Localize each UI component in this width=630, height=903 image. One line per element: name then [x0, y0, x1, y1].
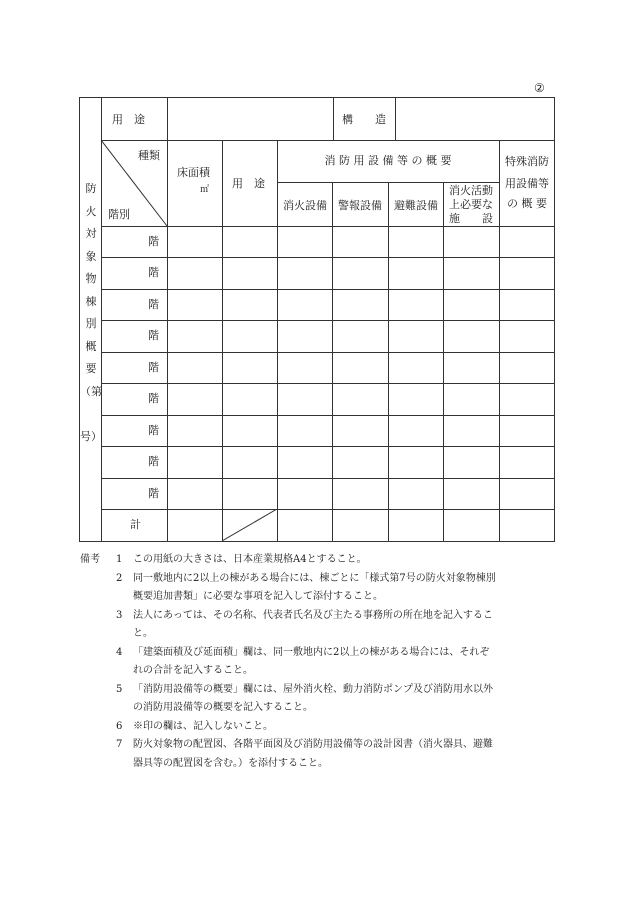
katsudou-3: 施 設 [449, 212, 493, 225]
col-shouka: 消火設備 [283, 199, 327, 212]
floor-row-label: 階 [148, 487, 159, 500]
col-hinan: 避難設備 [394, 199, 438, 212]
notes-head: 備考 [80, 554, 100, 565]
shoubou-gaiyou-label: 消 防 用 設 備 等 の 概 要 [324, 154, 452, 167]
kouzou-label: 構 造 [342, 113, 386, 126]
youto-label: 用 途 [112, 113, 145, 126]
note-item: 6 ※印の欄は、記入しないこと。 [116, 720, 273, 732]
page-number: ② [534, 81, 545, 95]
total-diagonal [222, 509, 278, 542]
floor-row-label: 階 [148, 392, 159, 405]
kaibetsu-label: 階別 [108, 208, 130, 221]
shurui-label: 種類 [138, 149, 160, 162]
total-label: 計 [130, 518, 141, 531]
floor-row-label: 階 [148, 266, 159, 279]
floor-row-label: 階 [148, 361, 159, 374]
yukamenseki-label: 床面積 [177, 166, 210, 179]
tokushu-label-2: 用設備等 [505, 177, 549, 190]
yukamenseki-unit: ㎡ [200, 185, 210, 195]
note-item: 2 同一敷地内に2以上の棟がある場合には、棟ごとに「様式第7号の防火対象物棟別 概要追加書類」に必要な事項を記入して添付すること。 [116, 572, 496, 602]
floor-row-label: 階 [148, 235, 159, 248]
note-item: 7 防火対象物の配置図、各階平面図及び消防用設備等の設計図書（消火器具、避難 器具等の配置図を含む。）を添付すること。 [116, 739, 493, 769]
floor-row-label: 階 [148, 455, 159, 468]
note-item: 1 この用紙の大きさは、日本産業規格A4とすること。 [116, 554, 367, 565]
tokushu-label-1: 特殊消防 [505, 155, 549, 168]
floor-row-label: 階 [148, 424, 159, 437]
tokushu-label-3: の 概 要 [507, 197, 547, 210]
note-item: 5 「消防用設備等の概要」欄には、屋外消火栓、動力消防ポンプ及び消防用水以外 の消防用設備等の概要を記入すること。 [116, 683, 493, 713]
katsudou-1: 消火活動 [449, 184, 493, 197]
col-keihou: 警報設備 [338, 199, 382, 212]
note-item: 4 「建築面積及び延面積」欄は、同一敷地内に2以上の棟がある場合には、それぞ れの合計を記入すること。 [116, 646, 490, 676]
youto2-label: 用 途 [232, 177, 265, 190]
katsudou-2: 上必要な [449, 198, 493, 211]
floor-row-label: 階 [148, 329, 159, 342]
note-item: 3 法人にあっては、その名称、代表者氏名及び主たる事務所の所在地を記入するこ と。 [116, 609, 493, 639]
floor-row-label: 階 [148, 298, 159, 311]
side-vertical-label: 防 火 対 象 物 棟 別 概 要 （第 号） [80, 182, 102, 443]
